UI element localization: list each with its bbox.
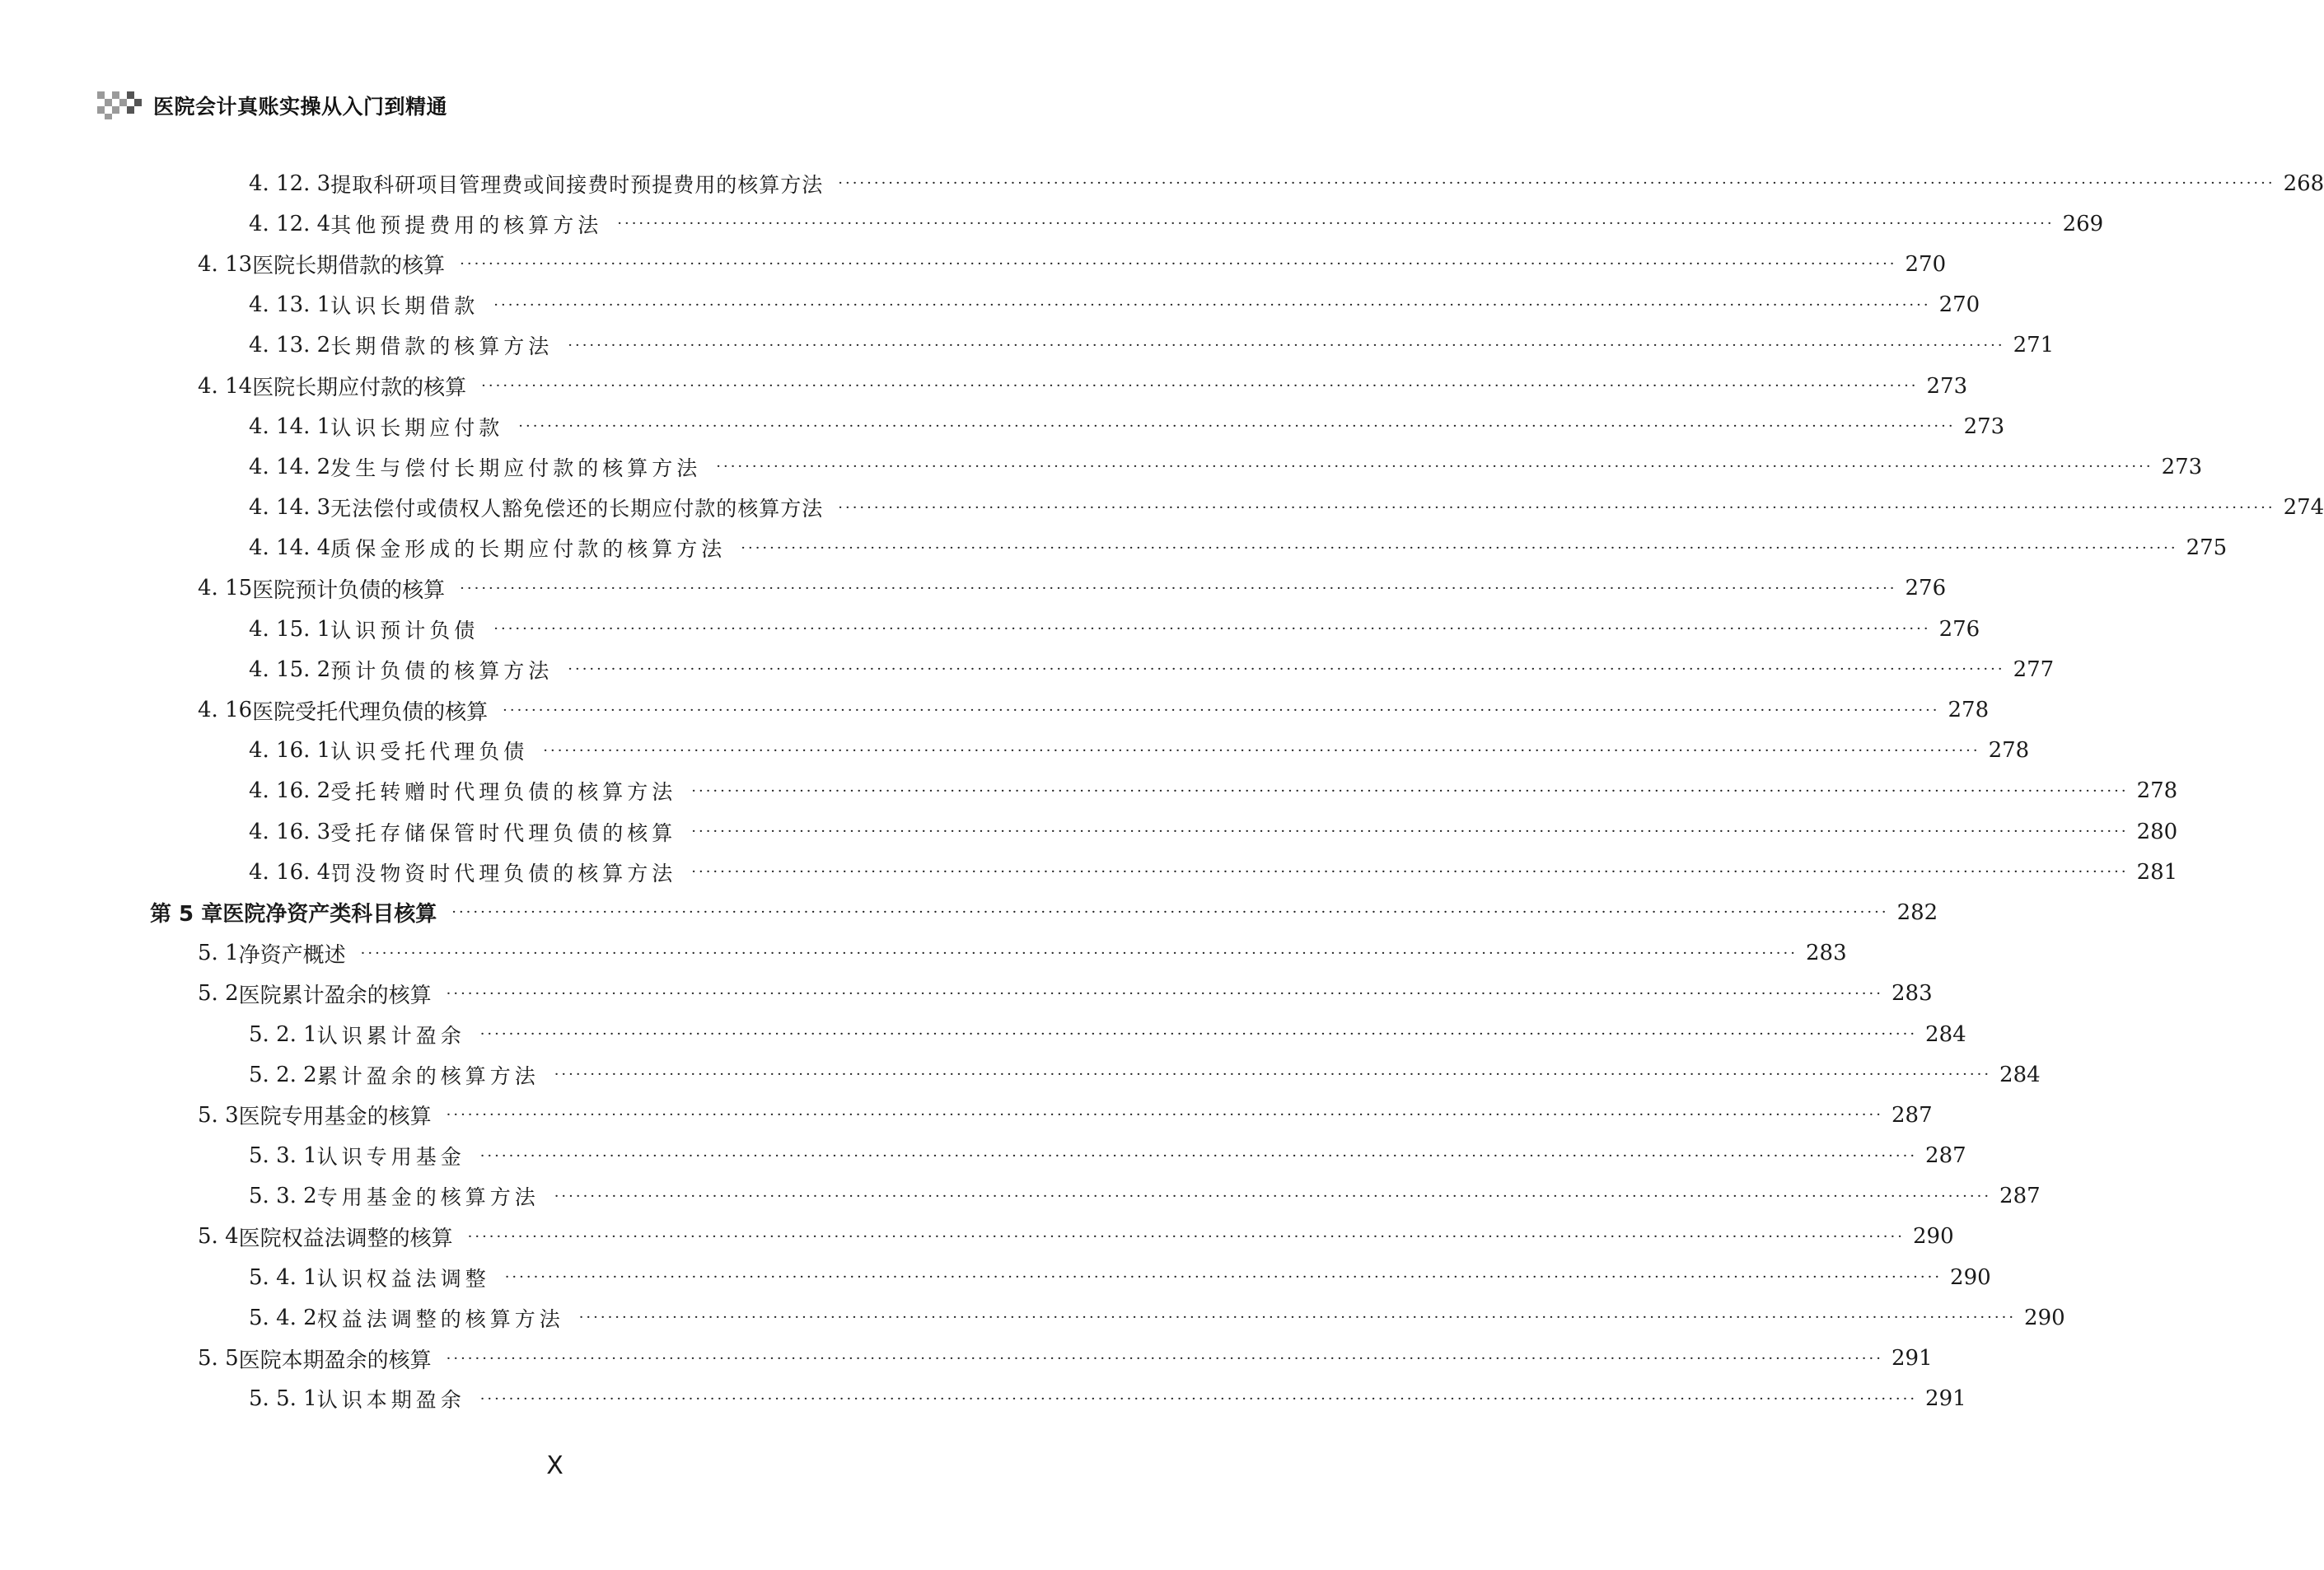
dot-leader: ········································································································································································································	[467, 1227, 1905, 1245]
toc-entry-title: 认识权益法调整	[316, 1266, 490, 1291]
dot-leader: ········································································································································································································	[578, 1309, 2017, 1327]
toc-entry-title: 专用基金的核算方法	[316, 1185, 540, 1210]
toc-entry-title: 认识受托代理负债	[330, 740, 529, 764]
dot-leader: ········································································································································································································	[568, 336, 2005, 354]
toc-entry-page: 275	[2186, 535, 2228, 561]
toc-entry-number: 5. 4. 2	[249, 1305, 317, 1330]
toc-section-entry[interactable]	[0, 1338, 1933, 1378]
toc-entry-number: 5. 4. 1	[249, 1264, 317, 1290]
toc-entry-title: 净资产概述	[238, 942, 346, 968]
toc-entry-number: 4. 14. 2	[249, 454, 331, 479]
toc-entry-title: 权益法调整的核算方法	[316, 1306, 564, 1331]
toc-subsection-entry[interactable]	[0, 1136, 1966, 1176]
toc-entry-number: 5. 4	[198, 1224, 239, 1250]
toc-entry-page: 278	[1948, 698, 1990, 723]
dot-leader: ········································································································································································································	[554, 1187, 1992, 1205]
toc-entry-number: 5. 2. 2	[249, 1062, 317, 1087]
toc-entry-page: 273	[2161, 454, 2203, 479]
toc-entry-page: 291	[1925, 1386, 1966, 1412]
toc-entry-page: 281	[2136, 859, 2178, 885]
toc-entry-page: 283	[1891, 981, 1933, 1007]
toc-entry-title: 认识预计负债	[330, 618, 479, 642]
dot-leader: ········································································································································································································	[446, 984, 1883, 1002]
toc-entry-number: 5. 3	[198, 1102, 239, 1128]
toc-subsection-entry[interactable]	[0, 163, 2324, 203]
toc-subsection-entry[interactable]	[0, 1054, 2041, 1095]
toc-entry-title: 其他预提费用的核算方法	[330, 213, 603, 237]
toc-subsection-entry[interactable]	[0, 1297, 2065, 1338]
toc-subsection-entry[interactable]	[0, 649, 2055, 689]
toc-entry-page: 278	[2136, 778, 2178, 804]
toc-entry-number: 4. 14	[198, 373, 253, 399]
toc-subsection-entry[interactable]	[0, 1257, 1991, 1297]
toc-entry-number: 5. 2	[198, 981, 239, 1007]
toc-entry-page: 290	[1950, 1264, 1991, 1290]
toc-entry-page: 276	[1905, 576, 1947, 601]
toc-entry-number: 4. 13. 2	[249, 333, 331, 358]
toc-entry-page: 269	[2062, 211, 2104, 236]
toc-entry-page: 284	[1999, 1062, 2041, 1087]
toc-entry-title: 质保金形成的长期应付款的核算方法	[330, 537, 727, 562]
toc-entry-title: 发生与偿付长期应付款的核算方法	[330, 456, 702, 480]
toc-entry-title: 医院累计盈余的核算	[238, 983, 432, 1008]
dot-leader: ········································································································································································································	[460, 255, 1897, 273]
dot-leader: ········································································································································································································	[716, 458, 2153, 476]
dot-leader: ········································································································································································································	[446, 1106, 1883, 1124]
toc-entry-page: 280	[2136, 819, 2178, 844]
dot-leader: ········································································································································································································	[838, 175, 2275, 193]
book-title: 医院会计真账实操从入门到精通	[153, 95, 448, 119]
toc-entry-title: 受托存储保管时代理负债的核算	[330, 820, 677, 845]
toc-entry-page: 268	[2283, 171, 2324, 196]
toc-entry-number: 4. 15. 1	[249, 616, 331, 642]
toc-entry-number: 4. 14. 1	[249, 414, 331, 439]
toc-entry-number: 5. 5. 1	[249, 1386, 317, 1412]
toc-entry-title: 医院专用基金的核算	[238, 1105, 432, 1130]
running-header	[97, 89, 447, 122]
dot-leader: ········································································································································································································	[691, 782, 2129, 800]
toc-subsection-entry[interactable]	[0, 446, 2203, 487]
toc-entry-number: 4. 14. 3	[249, 495, 331, 521]
toc-entry-page: 277	[2013, 657, 2055, 682]
dot-leader: ········································································································································································································	[691, 823, 2129, 841]
dot-leader: ········································································································································································································	[741, 539, 2178, 557]
toc-entry-page: 271	[2013, 333, 2055, 358]
toc-entry-title: 受托转赠时代理负债的核算方法	[330, 780, 677, 805]
toc-entry-page: 274	[2283, 495, 2324, 521]
dot-leader: ········································································································································································································	[504, 1269, 1943, 1287]
double-chevron-arrow-icon	[97, 90, 145, 121]
toc-entry-number: 4. 16. 2	[249, 778, 331, 804]
toc-entry-number: 5. 5	[198, 1346, 239, 1371]
toc-subsection-entry[interactable]	[0, 609, 1980, 649]
dot-leader: ········································································································································································································	[617, 215, 2055, 233]
toc-entry-page: 290	[1912, 1224, 1954, 1250]
dot-leader: ········································································································································································································	[838, 498, 2275, 516]
toc-subsection-entry[interactable]	[0, 1379, 1966, 1419]
dot-leader: ········································································································································································································	[554, 1066, 1992, 1084]
page-folio: X	[546, 1451, 563, 1480]
dot-leader: ········································································································································································································	[503, 701, 1940, 719]
toc-entry-page: 287	[1891, 1102, 1933, 1128]
toc-entry-number: 4. 12. 4	[249, 211, 331, 236]
toc-entry-page: 283	[1805, 941, 1847, 966]
toc-section-entry[interactable]	[0, 689, 1990, 730]
toc-entry-page: 282	[1896, 899, 1938, 925]
toc-subsection-entry[interactable]	[0, 325, 2055, 366]
toc-entry-title: 医院本期盈余的核算	[238, 1348, 432, 1373]
dot-leader: ········································································································································································································	[691, 863, 2129, 881]
toc-entry-number: 4. 13	[198, 251, 253, 277]
toc-entry-title: 提取科研项目管理费或间接费时预提费用的核算方法	[330, 172, 824, 197]
toc-entry-title: 医院受托代理负债的核算	[252, 699, 489, 725]
toc-entry-title: 罚没物资时代理负债的核算方法	[330, 861, 677, 885]
toc-entry-number: 4. 13. 1	[249, 292, 331, 318]
dot-leader: ········································································································································································································	[460, 579, 1897, 597]
toc-section-entry[interactable]	[0, 1095, 1933, 1135]
toc-section-entry[interactable]	[0, 366, 1968, 406]
toc-entry-number: 5. 1	[198, 941, 239, 966]
toc-entry-title: 长期借款的核算方法	[330, 334, 554, 359]
toc-entry-page: 290	[2024, 1305, 2065, 1330]
toc-entry-page: 287	[1999, 1184, 2041, 1209]
toc-subsection-entry[interactable]	[0, 852, 2178, 892]
toc-entry-page: 270	[1938, 292, 1980, 318]
toc-entry-title: 认识累计盈余	[316, 1023, 465, 1048]
toc-entry-number: 4. 16	[198, 698, 253, 723]
dot-leader: ········································································································································································································	[479, 1390, 1918, 1408]
toc-subsection-entry[interactable]	[0, 488, 2324, 528]
toc-entry-title: 认识长期借款	[330, 294, 479, 319]
toc-entry-number: 4. 14. 4	[249, 535, 331, 561]
toc-entry-title: 累计盈余的核算方法	[316, 1063, 540, 1088]
toc-entry-number: 4. 15	[198, 576, 253, 601]
toc-entry-page: 276	[1938, 616, 1980, 642]
toc-section-entry[interactable]	[0, 1217, 1954, 1257]
toc-entry-title: 医院预计负债的核算	[252, 577, 446, 603]
toc-subsection-entry[interactable]	[0, 285, 1980, 325]
toc-entry-number: 4. 15. 2	[249, 657, 331, 682]
toc-subsection-entry[interactable]	[0, 731, 2030, 771]
dot-leader: ········································································································································································································	[493, 620, 1931, 638]
toc-entry-number: 5. 3. 2	[249, 1184, 317, 1209]
toc-entry-page: 273	[1926, 373, 1968, 399]
toc-entry-title: 医院长期借款的核算	[252, 254, 446, 279]
toc-entry-page: 284	[1925, 1021, 1966, 1047]
toc-subsection-entry[interactable]	[0, 811, 2178, 852]
toc-section-entry[interactable]	[0, 244, 1947, 284]
toc-section-entry[interactable]	[0, 568, 1947, 609]
toc-entry-number: 4. 16. 1	[249, 738, 331, 764]
toc-entry-title: 医院权益法调整的核算	[238, 1226, 453, 1251]
toc-subsection-entry[interactable]	[0, 771, 2178, 811]
toc-entry-number: 5. 3. 1	[249, 1143, 317, 1169]
toc-entry-title: 医院净资产类科目核算	[222, 902, 437, 928]
dot-leader: ········································································································································································································	[493, 296, 1931, 314]
toc-entry-title: 医院长期应付款的核算	[252, 376, 467, 401]
toc-entry-page: 273	[1963, 414, 2005, 439]
toc-entry-page: 287	[1925, 1143, 1966, 1169]
toc-subsection-entry[interactable]	[0, 1176, 2041, 1217]
dot-leader: ········································································································································································································	[518, 418, 1956, 436]
toc-entry-number: 5. 2. 1	[249, 1021, 317, 1047]
toc-subsection-entry[interactable]	[0, 406, 2005, 446]
toc-entry-title: 认识专用基金	[316, 1145, 465, 1170]
dot-leader: ········································································································································································································	[543, 741, 1980, 759]
toc-section-entry[interactable]	[0, 933, 1847, 974]
toc-entry-title: 预计负债的核算方法	[330, 658, 554, 683]
toc-entry-number: 第 5 章	[150, 902, 223, 928]
dot-leader: ········································································································································································································	[360, 944, 1798, 962]
toc-entry-title: 认识长期应付款	[330, 415, 504, 440]
dot-leader: ········································································································································································································	[481, 377, 1919, 395]
dot-leader: ········································································································································································································	[568, 661, 2005, 679]
toc-entry-number: 4. 16. 4	[249, 859, 331, 885]
toc-entry-number: 4. 16. 3	[249, 819, 331, 844]
toc-entry-page: 291	[1891, 1346, 1933, 1371]
toc-section-entry[interactable]	[0, 974, 1933, 1014]
toc-subsection-entry[interactable]	[0, 203, 2104, 244]
dot-leader: ········································································································································································································	[446, 1349, 1883, 1367]
toc-entry-page: 278	[1988, 738, 2030, 764]
toc-subsection-entry[interactable]	[0, 528, 2228, 568]
table-of-contents	[0, 163, 2324, 1419]
toc-entry-number: 4. 12. 3	[249, 171, 331, 196]
toc-entry-title: 无法偿付或债权人豁免偿还的长期应付款的核算方法	[330, 497, 824, 521]
dot-leader: ········································································································································································································	[479, 1147, 1918, 1165]
toc-chapter-entry[interactable]	[0, 892, 1938, 932]
toc-subsection-entry[interactable]	[0, 1014, 1966, 1054]
toc-entry-page: 270	[1905, 251, 1947, 277]
toc-entry-title: 认识本期盈余	[316, 1388, 465, 1413]
dot-leader: ········································································································································································································	[451, 904, 1889, 922]
dot-leader: ········································································································································································································	[479, 1026, 1918, 1044]
